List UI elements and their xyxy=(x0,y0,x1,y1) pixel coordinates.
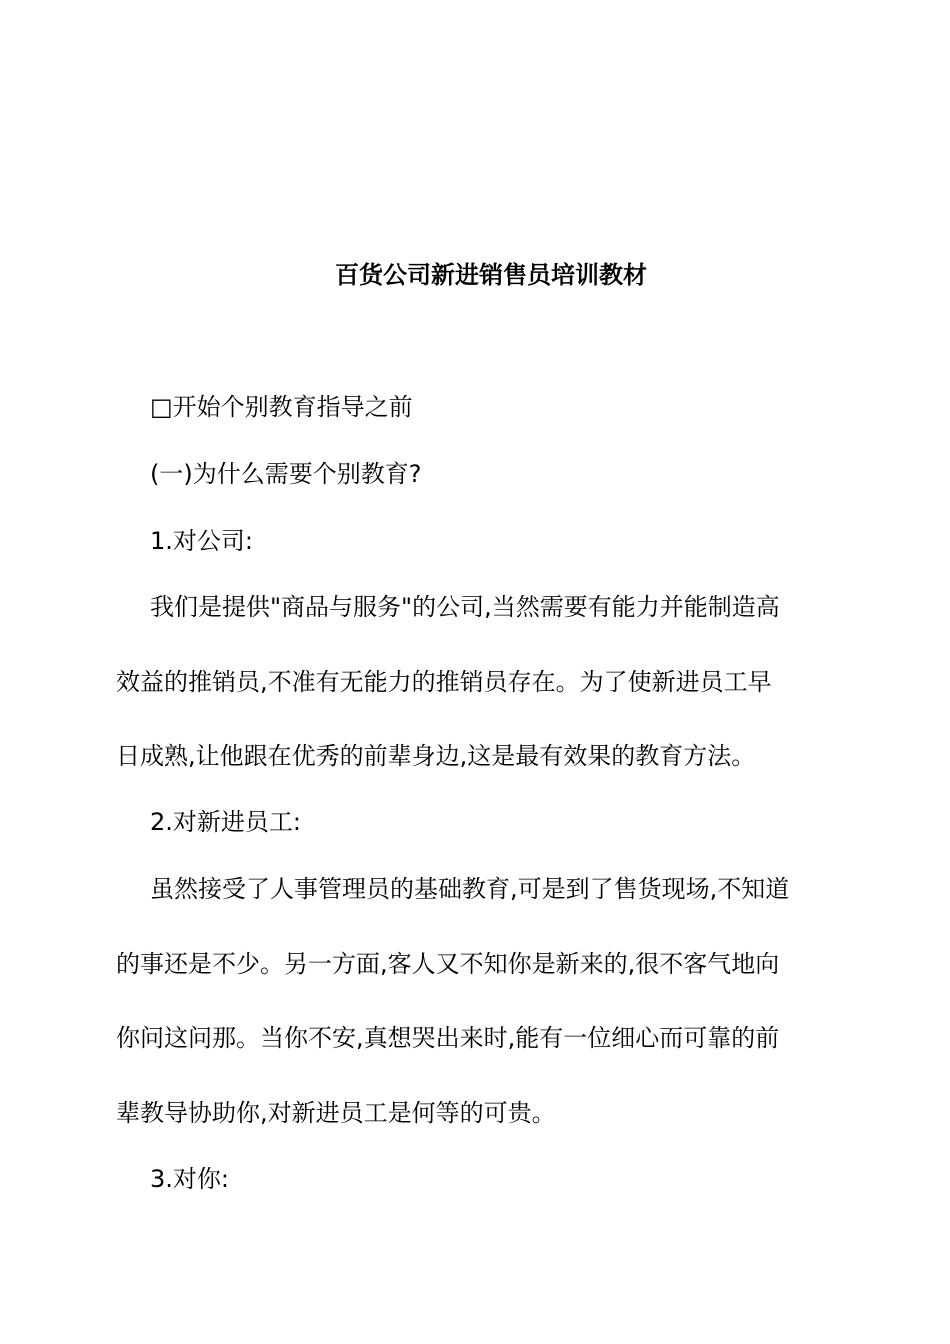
question-heading: (一)为什么需要个别教育? xyxy=(150,460,422,488)
item1-paragraph-line: 日成熟,让他跟在优秀的前辈身边,这是最有效果的教育方法。 xyxy=(116,742,756,770)
item2-paragraph-line: 你问这问那。当你不安,真想哭出来时,能有一位细心而可靠的前 xyxy=(116,1024,780,1052)
item1-paragraph-line: 我们是提供"商品与服务"的公司,当然需要有能力并能制造高 xyxy=(150,593,780,621)
section-heading: □开始个别教育指导之前 xyxy=(150,393,413,421)
item2-paragraph-line: 的事还是不少。另一方面,客人又不知你是新来的,很不客气地向 xyxy=(116,950,780,978)
item1-label: 1.对公司: xyxy=(150,527,253,555)
item3-label: 3.对你: xyxy=(150,1165,229,1193)
item2-paragraph-line: 虽然接受了人事管理员的基础教育,可是到了售货现场,不知道 xyxy=(150,875,790,903)
item2-paragraph-line: 辈教导协助你,对新进员工是何等的可贵。 xyxy=(116,1099,556,1127)
document-title: 百货公司新进销售员培训教材 xyxy=(335,261,647,289)
item2-label: 2.对新进员工: xyxy=(150,808,301,836)
item1-paragraph-line: 效益的推销员,不准有无能力的推销员存在。为了使新进员工早 xyxy=(116,668,772,696)
